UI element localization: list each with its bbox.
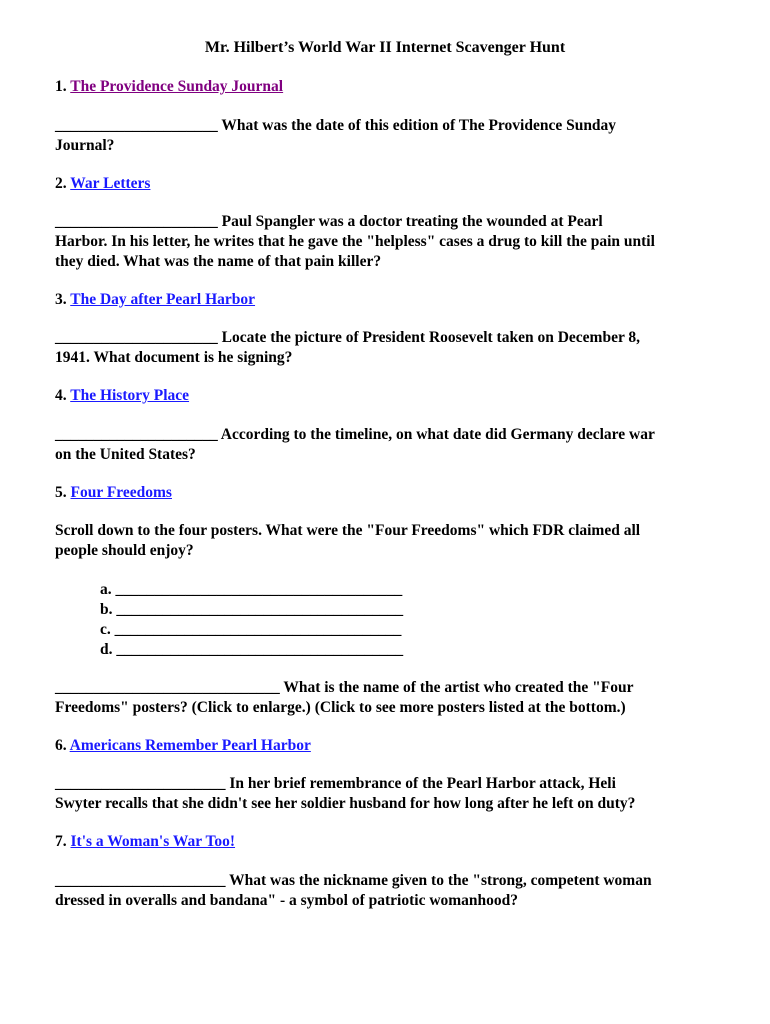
answer-option-d: d. _____________________________________ bbox=[100, 641, 404, 658]
item-2-heading bbox=[55, 174, 150, 194]
item-5-intro-cont: people should enjoy? bbox=[55, 542, 194, 559]
item-4-question bbox=[55, 425, 720, 445]
item-3-heading bbox=[55, 290, 255, 310]
item-5-heading bbox=[55, 483, 172, 503]
item-1-heading bbox=[55, 77, 283, 97]
item-4-question-cont: on the United States? bbox=[55, 446, 196, 463]
item-5-intro: Scroll down to the four posters. What were the "Four Freedoms" which FDR claimed all bbox=[55, 522, 641, 539]
answer-blank: _____________________ bbox=[55, 213, 218, 230]
item-3-question-cont: 1941. What document is he signing? bbox=[55, 349, 293, 366]
item-number: 5. bbox=[55, 484, 67, 501]
answer-blank: ______________________ bbox=[55, 775, 226, 792]
item-6-question-cont: Swyter recalls that she didn't see her soldier husband for how long after he left on duty? bbox=[55, 795, 636, 812]
item-6-heading bbox=[55, 736, 311, 756]
item-3-question bbox=[55, 328, 720, 348]
link-day-after-pearl-harbor[interactable]: The Day after Pearl Harbor bbox=[70, 291, 256, 308]
item-7-heading bbox=[55, 832, 235, 852]
page-title: Mr. Hilbert’s World War II Internet Scavenger Hunt bbox=[204, 39, 566, 56]
answer-blank: ______________________ bbox=[55, 872, 226, 889]
answer-blank: _____________________ bbox=[55, 329, 218, 346]
item-2-question-cont: Harbor. In his letter, he writes that he gave the "helpless" cases a drug to kill the pain until bbox=[55, 233, 655, 250]
link-four-freedoms[interactable]: Four Freedoms bbox=[70, 484, 172, 501]
answer-blank: _____________________________ bbox=[55, 679, 280, 696]
item-6-question bbox=[55, 774, 720, 794]
item-2-question-cont: they died. What was the name of that pain killer? bbox=[55, 253, 382, 270]
answer-option-a: a. _____________________________________ bbox=[100, 581, 403, 598]
item-2-question bbox=[55, 212, 720, 232]
item-number: 2. bbox=[55, 175, 67, 192]
item-number: 7. bbox=[55, 833, 67, 850]
answer-blank: _____________________ bbox=[55, 426, 218, 443]
question-text: Locate the picture of President Roosevelt taken on December 8, bbox=[217, 329, 641, 346]
answer-blank: _____________________ bbox=[55, 117, 218, 134]
question-text: Paul Spangler was a doctor treating the wounded at Pearl bbox=[217, 213, 603, 230]
item-5-question bbox=[55, 678, 720, 698]
item-5-question-cont: Freedoms" posters? (Click to enlarge.) (Click to see more posters listed at the bottom.) bbox=[55, 699, 626, 716]
item-number: 1. bbox=[55, 78, 67, 95]
item-number: 6. bbox=[55, 737, 67, 754]
question-text: In her brief remembrance of the Pearl Harbor attack, Heli bbox=[225, 775, 616, 792]
link-providence-sunday-journal[interactable]: The Providence Sunday Journal bbox=[70, 78, 284, 95]
link-history-place[interactable]: The History Place bbox=[70, 387, 190, 404]
item-1-question bbox=[55, 116, 720, 136]
question-text: What was the date of this edition of The Providence Sunday bbox=[217, 117, 617, 134]
link-war-letters[interactable]: War Letters bbox=[70, 175, 151, 192]
answer-option-b: b. _____________________________________ bbox=[100, 601, 404, 618]
item-1-question-cont: Journal? bbox=[55, 137, 115, 154]
question-text: According to the timeline, on what date did Germany declare war bbox=[217, 426, 655, 443]
item-4-heading bbox=[55, 386, 189, 406]
item-7-question-cont: dressed in overalls and bandana" - a symbol of patriotic womanhood? bbox=[55, 892, 519, 909]
answer-option-c: c. _____________________________________ bbox=[100, 621, 402, 638]
item-number: 3. bbox=[55, 291, 67, 308]
link-americans-remember-pearl-harbor[interactable]: Americans Remember Pearl Harbor bbox=[69, 737, 311, 754]
question-text: What is the name of the artist who created the "Four bbox=[279, 679, 634, 696]
question-text: What was the nickname given to the "strong, competent woman bbox=[225, 872, 652, 889]
item-number: 4. bbox=[55, 387, 67, 404]
item-7-question bbox=[55, 871, 720, 891]
link-womans-war-too[interactable]: It's a Woman's War Too! bbox=[70, 833, 236, 850]
